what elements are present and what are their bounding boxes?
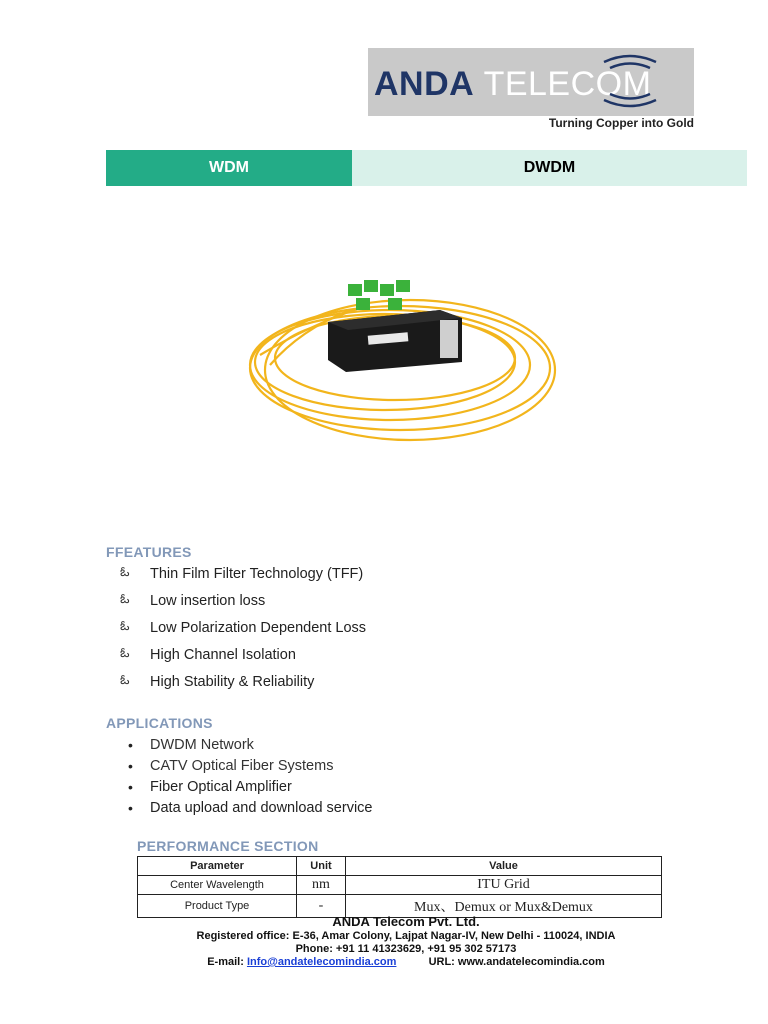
list-item: ఓ High Channel Isolation: [120, 645, 296, 663]
footer-phone: Phone: +91 11 41323629, +91 95 302 57173: [295, 943, 517, 955]
footer-contact: [106, 956, 706, 968]
column-header-value: Value: [346, 857, 662, 876]
bullet-icon: ఓ: [120, 591, 130, 606]
logo-tagline: Turning Copper into Gold: [548, 116, 694, 130]
list-item: ఓ Low Polarization Dependent Loss: [120, 618, 367, 636]
footer-url: URL: www.andatelecomindia.com: [428, 956, 605, 968]
applications-heading: APPLICATIONS: [106, 715, 213, 731]
company-logo: [368, 48, 694, 116]
bullet-dot-icon: •: [128, 778, 133, 795]
bullet-icon: ఓ: [120, 645, 130, 660]
bullet-dot-icon: •: [128, 799, 133, 816]
list-item: ఓ Low insertion loss: [120, 591, 266, 609]
logo-text: ANDA TELECOM: [374, 65, 652, 103]
list-item: ఓ High Stability & Reliability: [120, 672, 315, 690]
footer-office: Registered office: E-36, Amar Colony, Lajpat Nagar-IV, New Delhi - 110024, INDIA: [196, 930, 616, 942]
footer-company: ANDA Telecom Pvt. Ltd.: [332, 914, 480, 929]
table-header-row: [138, 857, 662, 876]
performance-table: [137, 856, 662, 918]
features-heading: FFEATURES: [106, 544, 192, 560]
column-header-parameter: Parameter: [138, 857, 297, 876]
table-cell: Product Type: [138, 895, 297, 918]
list-item: • DWDM Network: [128, 736, 254, 753]
bullet-icon: ఓ: [120, 672, 130, 687]
list-item: • CATV Optical Fiber Systems: [128, 757, 334, 774]
list-item: • Data upload and download service: [128, 799, 373, 816]
signal-waves-icon: [368, 48, 694, 116]
email-link[interactable]: Info@andatelecomindia.com: [246, 956, 397, 968]
bullet-icon: ఓ: [120, 564, 130, 579]
table-cell: -: [297, 895, 346, 918]
applications-list: [128, 734, 372, 818]
page-footer: [106, 914, 706, 968]
bullet-dot-icon: •: [128, 736, 133, 753]
tab-wdm[interactable]: WDM: [106, 150, 352, 186]
column-header-unit: Unit: [297, 857, 346, 876]
bullet-icon: ఓ: [120, 618, 130, 633]
table-cell: ITU Grid: [346, 876, 662, 895]
tab-dwdm[interactable]: DWDM: [352, 150, 747, 186]
features-list: [120, 560, 366, 695]
email-label: E-mail:: [207, 956, 244, 968]
table-cell: Mux、Demux or Mux&Demux: [346, 895, 662, 918]
table-cell: Center Wavelength: [138, 876, 297, 895]
list-item: • Fiber Optical Amplifier: [128, 778, 292, 795]
table-cell: nm: [297, 876, 346, 895]
table-row: [138, 876, 662, 895]
bullet-dot-icon: •: [128, 757, 133, 774]
dwdm-module-photo: [240, 270, 570, 450]
performance-heading: PERFORMANCE SECTION: [137, 838, 319, 854]
category-tabs: [106, 150, 747, 186]
list-item: ఓ Thin Film Filter Technology (TFF): [120, 564, 364, 582]
